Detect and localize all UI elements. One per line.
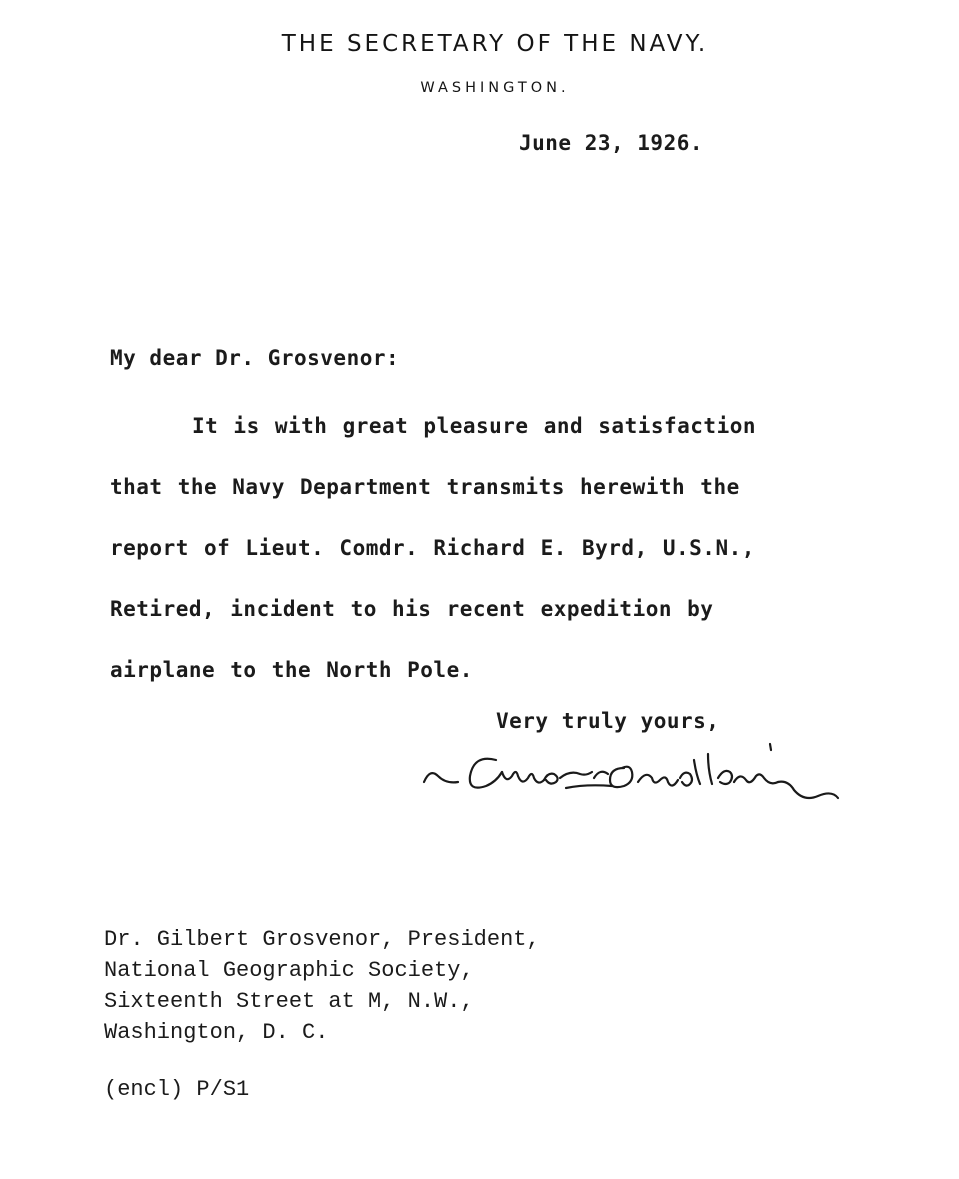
handwritten-signature-icon xyxy=(418,738,888,828)
body-line: airplane to the North Pole. xyxy=(110,658,473,682)
body-line: It is with great pleasure and satisfaction xyxy=(192,414,757,438)
body-line: that the Navy Department transmits herewith the xyxy=(110,475,740,499)
salutation: My dear Dr. Grosvenor: xyxy=(110,346,400,370)
body-line: Retired, incident to his recent expedition by xyxy=(110,597,714,621)
recipient-address xyxy=(104,924,540,1048)
closing: Very truly yours, xyxy=(496,709,720,733)
letterhead-city: WASHINGTON. xyxy=(420,80,570,96)
address-line: Washington, D. C. xyxy=(104,1020,329,1045)
address-line: Dr. Gilbert Grosvenor, President, xyxy=(104,927,540,952)
letter-date: June 23, 1926. xyxy=(519,131,704,155)
letter-body xyxy=(110,396,870,701)
enclosure-note: (encl) P/S1 xyxy=(104,1077,250,1102)
address-line: Sixteenth Street at M, N.W., xyxy=(104,989,474,1014)
body-line: report of Lieut. Comdr. Richard E. Byrd, U.S.N., xyxy=(110,536,755,560)
letterhead-title: THE SECRETARY OF THE NAVY. xyxy=(281,31,709,57)
address-line: National Geographic Society, xyxy=(104,958,474,983)
